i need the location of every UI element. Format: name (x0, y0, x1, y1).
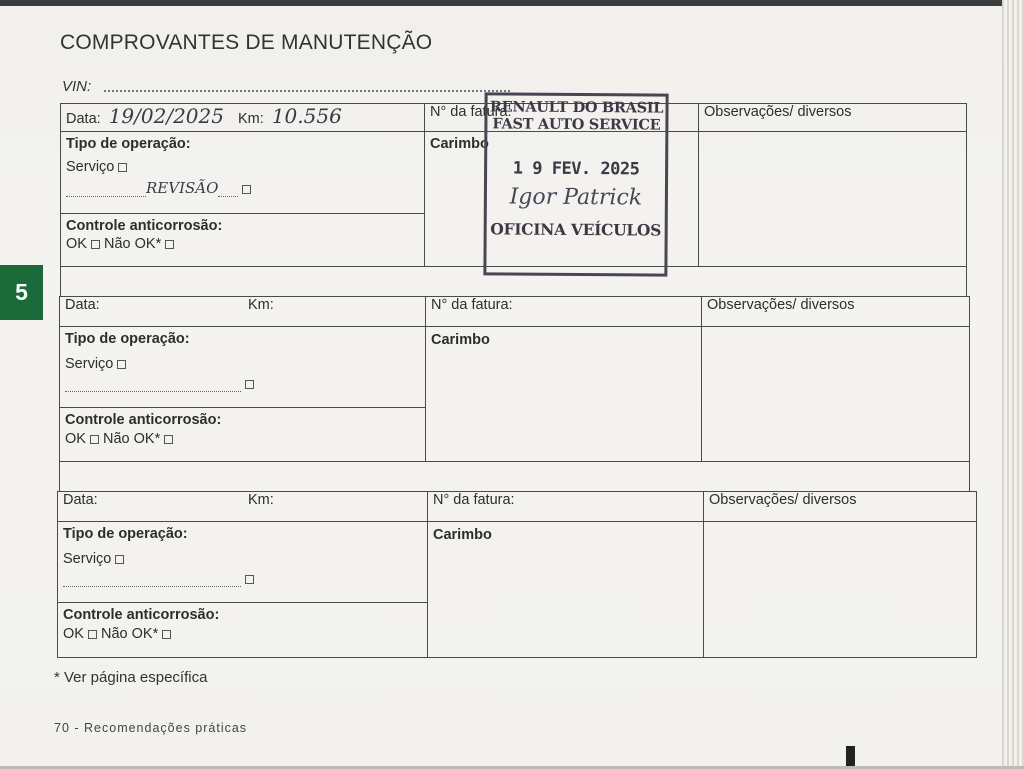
date-label: Data: (65, 297, 100, 313)
stamp-cell (426, 327, 702, 462)
anticorrosion-label: Controle anticorrosão: (65, 412, 222, 428)
stamp-label: Carimbo (430, 136, 489, 152)
stamp-dealer-name: RENAULT DO BRASIL (489, 98, 664, 117)
ok-label: OK (66, 236, 87, 252)
operation-type-label: Tipo de operação: (63, 526, 188, 542)
invoice-label: N° da fatura: (431, 297, 513, 313)
notes-cell (704, 522, 977, 658)
not-ok-label: Não OK* (103, 236, 162, 252)
service-other-checkbox[interactable] (245, 575, 254, 584)
ok-label: OK (63, 626, 84, 642)
footnote: * Ver página específica (54, 669, 208, 686)
date-km-cell (60, 297, 426, 327)
stamp-service-name: FAST AUTO SERVICE (492, 115, 661, 134)
invoice-label: N° da fatura: (430, 104, 512, 120)
ok-checkbox[interactable] (90, 435, 99, 444)
stamp-label: Carimbo (433, 527, 492, 543)
date-label: Data: (63, 492, 98, 508)
stamp-signature: Igor Patrick (509, 184, 643, 211)
date-handwritten: 19/02/2025 (108, 104, 224, 128)
km-handwritten: 10.556 (271, 104, 342, 128)
notes-label: Observações/ diversos (709, 492, 857, 508)
not-ok-label: Não OK* (100, 626, 159, 642)
stamp-cell (428, 522, 704, 658)
spacer-row (60, 462, 970, 492)
not-ok-label: Não OK* (102, 431, 161, 447)
operation-type-cell (61, 132, 425, 214)
notes-header-cell (702, 297, 970, 327)
anticorrosion-cell (60, 408, 426, 462)
operation-type-label: Tipo de operação: (65, 331, 190, 347)
vin-dotted-line (104, 90, 510, 92)
anticorrosion-label: Controle anticorrosão: (63, 607, 220, 623)
not-ok-checkbox[interactable] (164, 435, 173, 444)
service-label: Serviço (65, 356, 114, 372)
notes-header-cell (699, 104, 967, 132)
maintenance-entry-2 (59, 296, 970, 492)
ok-checkbox[interactable] (91, 240, 100, 249)
km-label: Km: (248, 297, 274, 313)
service-handwritten: REVISÃO (146, 179, 219, 197)
notes-label: Observações/ diversos (707, 297, 855, 313)
not-ok-checkbox[interactable] (162, 630, 171, 639)
service-checkbox[interactable] (117, 360, 126, 369)
service-checkbox[interactable] (115, 555, 124, 564)
vin-label: VIN: (62, 78, 92, 95)
anticorrosion-cell (61, 214, 425, 267)
anticorrosion-label: Controle anticorrosão: (66, 218, 223, 234)
stamp-date: 1 9 FEV. 2025 (512, 158, 640, 180)
date-km-cell (58, 492, 428, 522)
invoice-cell (426, 297, 702, 327)
ok-checkbox[interactable] (88, 630, 97, 639)
page-footer: 70 - Recomendações práticas (54, 721, 248, 735)
operation-type-label: Tipo de operação: (66, 136, 191, 152)
km-label: Km: (238, 111, 264, 127)
service-other-checkbox[interactable] (242, 185, 251, 194)
km-label: Km: (248, 492, 274, 508)
page-stack-edge (1002, 0, 1024, 769)
invoice-cell (428, 492, 704, 522)
service-label: Serviço (63, 551, 112, 567)
notes-cell (699, 132, 967, 267)
service-other-checkbox[interactable] (245, 380, 254, 389)
not-ok-checkbox[interactable] (165, 240, 174, 249)
notes-cell (702, 327, 970, 462)
notes-label: Observações/ diversos (704, 104, 852, 120)
date-label: Data: (66, 111, 101, 127)
stamp-label: Carimbo (431, 332, 490, 348)
operation-type-cell (60, 327, 426, 408)
notes-header-cell (704, 492, 977, 522)
maintenance-entry-3 (57, 491, 977, 658)
service-checkbox[interactable] (118, 163, 127, 172)
page-title: COMPROVANTES DE MANUTENÇÃO (60, 31, 433, 54)
invoice-label: N° da fatura: (433, 492, 515, 508)
anticorrosion-cell (58, 603, 428, 658)
dealer-stamp (483, 92, 668, 276)
top-edge (0, 0, 1024, 6)
chapter-tab: 5 (0, 265, 43, 320)
ok-label: OK (65, 431, 86, 447)
date-km-cell (61, 104, 425, 132)
service-label: Serviço (66, 159, 115, 175)
operation-type-cell (58, 522, 428, 603)
stamp-department: OFICINA VEÍCULOS (490, 219, 662, 240)
